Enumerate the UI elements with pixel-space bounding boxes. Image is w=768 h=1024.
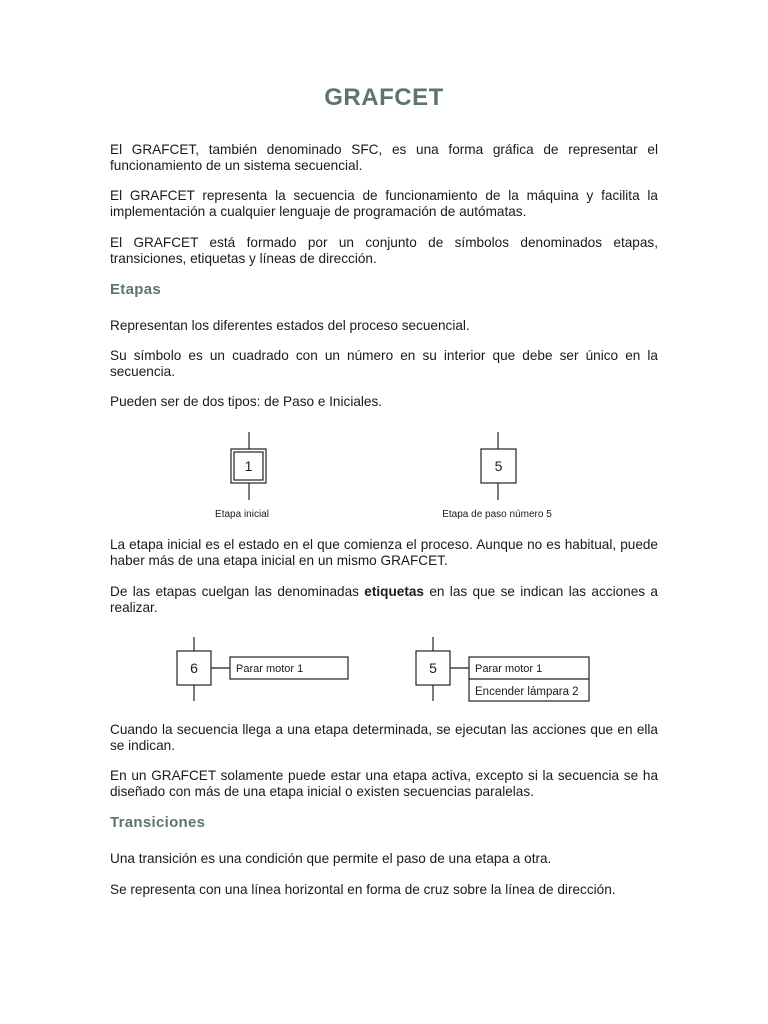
paragraph-symbols: El GRAFCET está formado por un conjunto de símbolos denominados etapas, transiciones, etiquetas y líneas de dirección.	[110, 235, 658, 266]
labels-text-bold: etiquetas	[364, 584, 424, 599]
step-6-number: 6	[190, 660, 198, 676]
paragraph-step-types: Pueden ser de dos tipos: de Paso e Iniciales.	[110, 394, 383, 409]
paragraph-transition-definition: Una transición es una condición que permite el paso de una etapa a otra.	[110, 851, 552, 866]
initial-step-symbol	[231, 432, 266, 500]
paragraph-definition: El GRAFCET, también denominado SFC, es una forma gráfica de representar el funcionamiento de un sistema secuencial.	[110, 142, 658, 173]
paragraph-labels	[110, 584, 658, 616]
paragraph-states: Representan los diferentes estados del proceso secuencial.	[110, 318, 470, 333]
paragraph-transition-symbol: Se representa con una línea horizontal en forma de cruz sobre la línea de dirección.	[110, 882, 616, 897]
step-5b-action-2: Encender lámpara 2	[475, 686, 579, 698]
paragraph-step-symbol: Su símbolo es un cuadrado con un número en su interior que debe ser único en la secuencia.	[110, 348, 658, 379]
page-title: GRAFCET	[324, 84, 444, 111]
initial-step-caption: Etapa inicial	[215, 509, 269, 520]
step-5b-action-1: Parar motor 1	[475, 663, 543, 675]
initial-step-number: 1	[244, 458, 253, 474]
paragraph-sequence: El GRAFCET representa la secuencia de funcionamiento de la máquina y facilita la implementación a cualquier lenguaje de programación de autómatas.	[110, 188, 658, 219]
step-5-number: 5	[494, 458, 503, 474]
paragraph-actions-executed: Cuando la secuencia llega a una etapa determinada, se ejecutan las acciones que en ella se indican.	[110, 722, 658, 753]
paragraph-active-step: En un GRAFCET solamente puede estar una etapa activa, excepto si la secuencia se ha diseñado con más de una etapa inicial o existen secuencias paralelas.	[110, 768, 658, 799]
heading-transiciones: Transiciones	[110, 814, 206, 831]
step-6-action-label: Parar motor 1	[236, 663, 304, 675]
paragraph-initial-step: La etapa inicial es el estado en el que comienza el proceso. Aunque no es habitual, puede haber más de una etapa inicial en un mismo GRAFCET.	[110, 537, 658, 568]
step-5b-number: 5	[429, 660, 437, 676]
step-5-with-actions	[416, 637, 589, 701]
labels-text-after: en las que se indican las acciones a realizar.	[110, 584, 658, 615]
step-6-with-action	[177, 637, 348, 701]
heading-etapas: Etapas	[110, 281, 161, 298]
step-5-caption: Etapa de paso número 5	[442, 509, 552, 520]
labels-text-before: De las etapas cuelgan las denominadas	[110, 584, 365, 599]
step-5-symbol	[481, 432, 516, 500]
